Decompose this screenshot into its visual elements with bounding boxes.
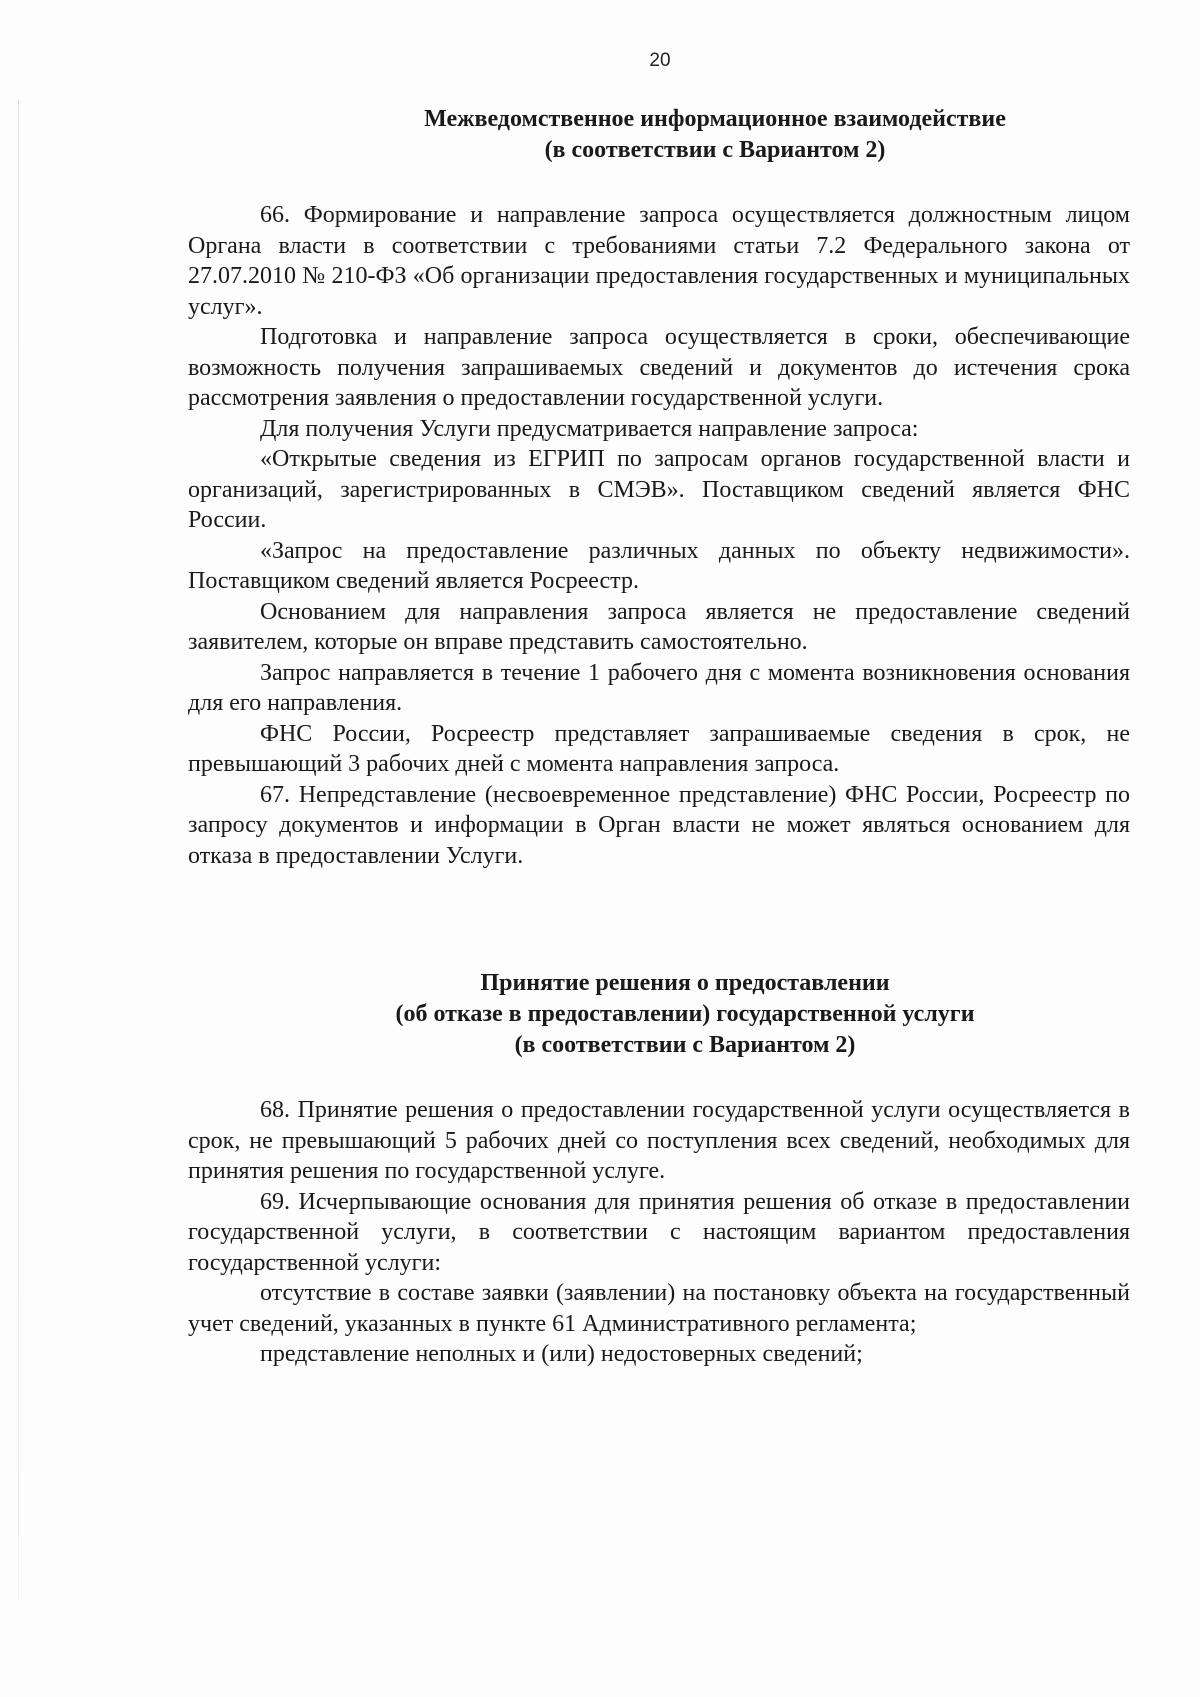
section-1-heading-line-2: (в соответствии с Вариантом 2) <box>544 137 886 163</box>
section-2-heading-line-2: (об отказе в предоставлении) государственной услуги <box>395 1001 975 1027</box>
section-1-body <box>188 200 1130 871</box>
section-2-heading-line-1: Принятие решения о предоставлении <box>480 970 890 996</box>
paragraph-response-deadline: ФНС России, Росреестр представляет запрашиваемые сведения в срок, не превышающий 3 рабочих дней с момента направления запроса. <box>188 720 1130 777</box>
paragraph-request-intro: Для получения Услуги предусматривается направление запроса: <box>260 415 919 442</box>
paragraph-request-deadline: Запрос направляется в течение 1 рабочего дня с момента возникновения основания для его направления. <box>188 659 1130 716</box>
page-number: 20 <box>649 50 671 71</box>
paragraph-67: 67. Непредставление (несвоевременное представление) ФНС России, Росреестр по запросу документов и информации в Орган власти не может являться основанием для отказа в предоставлении Услуги. <box>188 781 1130 869</box>
paragraph-request-timing: Подготовка и направление запроса осуществляется в сроки, обеспечивающие возможность получения запрашиваемых сведений и документов до истечения срока рассмотрения заявления о предоставлении государственной услуги. <box>188 324 1130 411</box>
section-2-heading <box>300 968 1070 1061</box>
paragraph-68: 68. Принятие решения о предоставлении государственной услуги осуществляется в срок, не превышающий 5 рабочих дней со поступления всех сведений, необходимых для принятия решения по государственной услуге. <box>188 1097 1130 1184</box>
paragraph-property-request: «Запрос на предоставление различных данных по объекту недвижимости». Поставщиком сведений является Росреестр. <box>188 537 1130 594</box>
section-2-heading-line-3: (в соответствии с Вариантом 2) <box>514 1032 856 1058</box>
section-1-heading <box>330 104 1100 166</box>
paragraph-refusal-incomplete-info: представление неполных и (или) недостоверных сведений; <box>260 1341 863 1367</box>
section-1-heading-line-1: Межведомственное информационное взаимодействие <box>424 106 1006 132</box>
paragraph-refusal-missing-info: отсутствие в составе заявки (заявлении) на постановку объекта на государственный учет сведений, указанных в пункте 61 Административного регламента; <box>188 1280 1130 1337</box>
paragraph-69: 69. Исчерпывающие основания для принятия решения об отказе в предоставлении государственной услуги, в соответствии с настоящим вариантом предоставления государственной услуги: <box>188 1188 1130 1276</box>
section-2-body <box>188 1095 1130 1370</box>
paragraph-request-basis: Основанием для направления запроса является не предоставление сведений заявителем, которые он вправе представить самостоятельно. <box>188 598 1130 655</box>
paragraph-egrip-request: «Открытые сведения из ЕГРИП по запросам органов государственной власти и организаций, зарегистрированных в СМЭВ». Поставщиком сведений является ФНС России. <box>188 446 1130 533</box>
scan-edge <box>18 100 19 1600</box>
paragraph-66: 66. Формирование и направление запроса осуществляется должностным лицом Органа власти в соответствии с требованиями статьи 7.2 Федерального закона от 27.07.2010 № 210-ФЗ «Об организации предоставления государственных и муниципальных услуг». <box>188 202 1130 320</box>
